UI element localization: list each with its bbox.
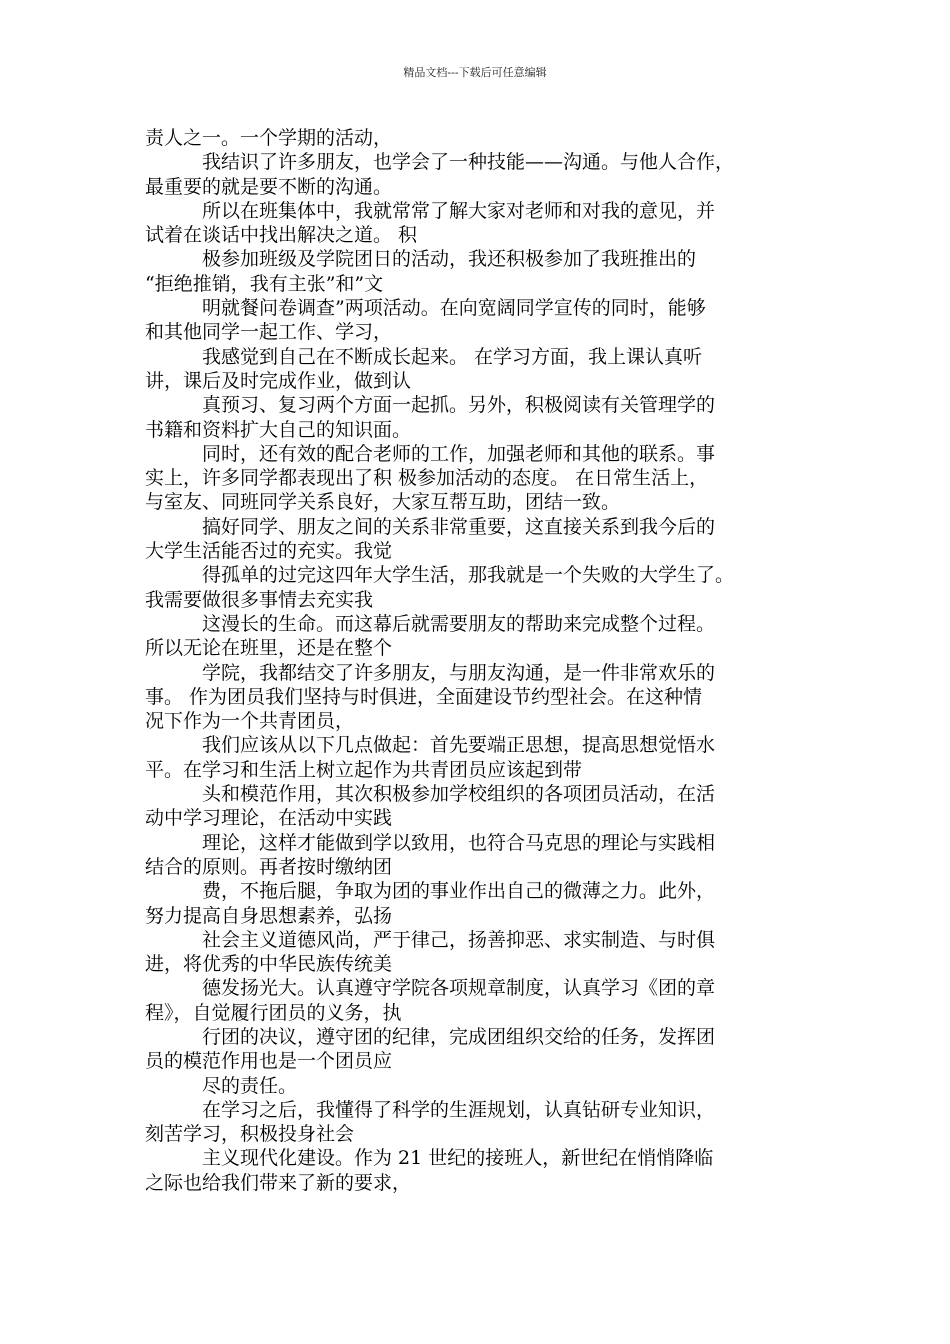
text-line: 实上，许多同学都表现出了积 极参加活动的态度。 在日常生活上， <box>145 467 709 490</box>
text-line: 我感觉到自己在不断成长起来。 在学习方面，我上课认真听 <box>202 345 703 368</box>
text-line: 真预习、复习两个方面一起抓。另外，积极阅读有关管理学的 <box>202 394 716 417</box>
text-line: 事。 作为团员我们坚持与时俱进，全面建设节约型社会。在这种情 <box>145 685 703 708</box>
text-line: 最重要的就是要不断的沟通。 <box>145 175 393 198</box>
text-line: 员的模范作用也是一个团员应 <box>145 1050 393 1073</box>
text-line: 主义现代化建设。作为 21 世纪的接班人，新世纪在悄悄降临 <box>202 1147 714 1170</box>
text-line: 书籍和资料扩大自己的知识面。 <box>145 418 412 441</box>
text-line: 平。在学习和生活上树立起作为共青团员应该起到带 <box>145 758 583 781</box>
text-line: 讲，课后及时完成作业，做到认 <box>145 369 412 392</box>
text-line: 德发扬光大。认真遵守学院各项规章制度，认真学习《团的章 <box>202 977 716 1000</box>
text-line: 结合的原则。再者按时缴纳团 <box>145 855 393 878</box>
text-line: 明就餐问卷调查”两项活动。在向宽阔同学宣传的同时，能够 <box>202 297 706 320</box>
text-line: 和其他同学一起工作、学习， <box>145 321 393 344</box>
text-line: 同时，还有效的配合老师的工作，加强老师和其他的联系。事 <box>202 442 716 465</box>
text-line: 程》，自觉履行团员的义务，执 <box>145 1001 402 1024</box>
text-line: 我需要做很多事情去充实我 <box>145 588 374 611</box>
text-line: 费，不拖后腿，争取为团的事业作出自己的微薄之力。此外， <box>202 880 716 903</box>
text-line: 学院，我都结交了许多朋友，与朋友沟通，是一件非常欢乐的 <box>202 661 716 684</box>
text-line: 我结识了许多朋友，也学会了一种技能——沟通。与他人合作， <box>202 151 735 174</box>
text-line: 头和模范作用，其次积极参加学校组织的各项团员活动，在活 <box>202 783 716 806</box>
document-body <box>145 126 835 1195</box>
text-line: 与室友、同班同学关系良好，大家互帮互助，团结一致。 <box>145 491 621 514</box>
text-line: 在学习之后，我懂得了科学的生涯规划，认真钻研专业知识， <box>202 1098 716 1121</box>
page-header: 精品文档---下载后可任意编辑 <box>403 66 547 79</box>
text-line: 尽的责任。 <box>202 1074 298 1097</box>
text-line: 搞好同学、朋友之间的关系非常重要，这直接关系到我今后的 <box>202 515 716 538</box>
text-line: 我们应该从以下几点做起：首先要端正思想，提高思想觉悟水 <box>202 734 716 757</box>
text-line: 进，将优秀的中华民族传统美 <box>145 953 393 976</box>
text-line: 努力提高自身思想素养，弘扬 <box>145 904 393 927</box>
text-line: 得孤单的过完这四年大学生活，那我就是一个失败的大学生了。 <box>202 564 735 587</box>
text-line: 所以在班集体中，我就常常了解大家对老师和对我的意见，并 <box>202 199 716 222</box>
text-line: 极参加班级及学院团日的活动，我还积极参加了我班推出的 <box>202 248 697 271</box>
text-line: 这漫长的生命。而这幕后就需要朋友的帮助来完成整个过程。 <box>202 612 716 635</box>
text-line: “拒绝推销，我有主张”和”文 <box>145 272 384 295</box>
text-line: 刻苦学习，积极投身社会 <box>145 1123 355 1146</box>
text-line: 理论，这样才能做到学以致用，也符合马克思的理论与实践相 <box>202 831 716 854</box>
text-line: 之际也给我们带来了新的要求， <box>145 1171 412 1194</box>
text-line: 所以无论在班里，还是在整个 <box>145 637 393 660</box>
text-line: 况下作为一个共青团员， <box>145 710 355 733</box>
text-line: 大学生活能否过的充实。我觉 <box>145 540 393 563</box>
text-line: 责人之一。一个学期的活动， <box>145 127 393 149</box>
text-line: 动中学习理论，在活动中实践 <box>145 807 393 830</box>
text-line: 行团的决议，遵守团的纪律，完成团组织交给的任务，发挥团 <box>202 1025 716 1048</box>
text-line: 试着在谈话中找出解决之道。 积 <box>145 224 418 247</box>
text-line: 社会主义道德风尚，严于律己，扬善抑恶、求实制造、与时俱 <box>202 928 716 951</box>
